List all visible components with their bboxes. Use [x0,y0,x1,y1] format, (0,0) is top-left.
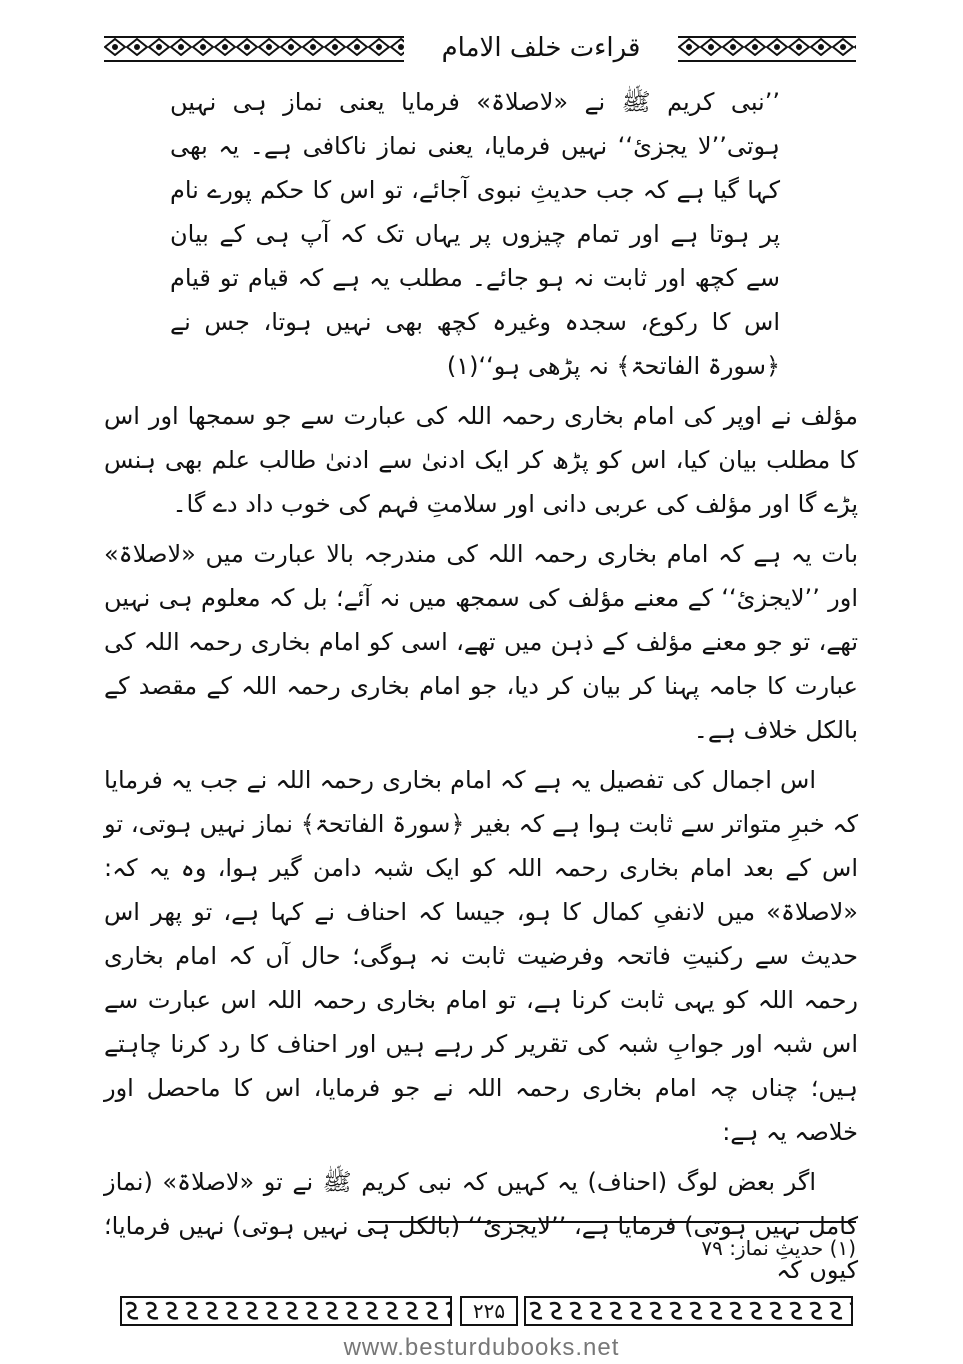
ornament-pattern-icon [104,38,404,56]
footer-ornament-right [524,1296,853,1326]
footnote: (۱) حدیثِ نماز: ۷۹ [701,1236,856,1260]
ornament-pattern-icon [678,38,856,56]
body-paragraph: اگر بعض لوگ (احناف) یہ کہیں کہ نبی کریم ﷺ نے تو «لاصلاۃ» (نماز کامل نہیں ہوتی) فرمایا ہے، ’’لایجزئ‘‘ (بالکل ہی نہیں ہوتی) نہیں فرمایا؛ کیوں کہ [104,1168,858,1284]
page-header [104,28,856,68]
body-paragraph: مؤلف نے اوپر کی امام بخاری رحمہ اللہ کی عبارت سے جو سمجھا اور اس کا مطلب بیان کیا، اس کو پڑھ کر ایک ادنیٰ سے ادنیٰ طالب علم بھی ہنس پڑے گا اور مؤلف کی عربی دانی اور سلامتِ فہم کی خوب داد دے گا۔ [104,402,858,518]
page-number: ۲۲۵ [460,1296,518,1326]
page-footer [120,1296,853,1330]
header-ornament-left [104,36,404,62]
running-title: قراءت خلف الامام [441,33,641,63]
body-paragraph: اس اجمال کی تفصیل یہ ہے کہ امام بخاری رحمہ اللہ نے جب یہ فرمایا کہ خبرِ متواتر سے ثابت ہوا ہے کہ بغیر ﴿سورۃ الفاتحۃ﴾ نماز نہیں ہوتی، تو اس کے بعد امام بخاری رحمہ اللہ کو ایک شبہ دامن گیر ہوا، وہ یہ کہ: «لاصلاۃ» میں لانفیِ کمال کا ہو، جیسا کہ احناف نے کہا ہے، تو پھر اس حدیث سے رکنیتِ فاتحہ وفرضیت ثابت نہ ہوگی؛ حال آں کہ امام بخاری رحمہ اللہ کو یہی ثابت کرنا ہے، تو امام بخاری رحمہ اللہ اس عبارت سے اس شبہ اور جوابِ شبہ کی تقریر کر رہے ہیں اور احناف کا رد کرنا چاہتے ہیں؛ چناں چہ امام بخاری رحمہ اللہ نے جو فرمایا، اس کا ماحصل اور خلاصہ یہ ہے: [104,766,858,1146]
body-paragraph: بات یہ ہے کہ امام بخاری رحمہ اللہ کی مندرجہ بالا عبارت میں «لاصلاۃ» اور ’’لایجزئ‘‘ کے معنے مؤلف کی سمجھ میں نہ آئے؛ بل کہ معلوم ہی نہیں تھے، تو جو معنے مؤلف کے ذہن میں تھے، اسی کو امام بخاری رحمہ اللہ کی عبارت کا جامہ پہنا کر بیان کر دیا، جو امام بخاری رحمہ اللہ کے مقصد کے بالکل خلاف ہے۔ [104,540,858,744]
page-body [104,80,858,1298]
ornament-pattern-icon [526,1298,853,1324]
ornament-pattern-icon [122,1298,452,1324]
footnote-separator [368,1221,856,1223]
header-ornament-right [678,36,856,62]
quoted-paragraph: ’’نبی کریم ﷺ نے «لاصلاۃ» فرمایا یعنی نماز ہی نہیں ہوتی’’لا یجزئ‘‘ نہیں فرمایا، یعنی نماز ناکافی ہے۔ یہ بھی کہا گیا ہے کہ جب حدیثِ نبوی آجائے، تو اس کا حکم پورے نام پر ہوتا ہے اور تمام چیزوں پر یہاں تک کہ آپ ہی کے بیان سے کچھ اور ثابت نہ ہو جائے۔ مطلب یہ ہے کہ قیام تو قیام اس کا رکوع، سجدہ وغیرہ کچھ بھی نہیں ہوتا، جس نے ﴿سورۃ الفاتحۃ﴾ نہ پڑھی ہو‘‘(۱) [170,88,780,380]
website-watermark: www.besturdubooks.net [343,1334,620,1361]
footer-ornament-left [120,1296,452,1326]
